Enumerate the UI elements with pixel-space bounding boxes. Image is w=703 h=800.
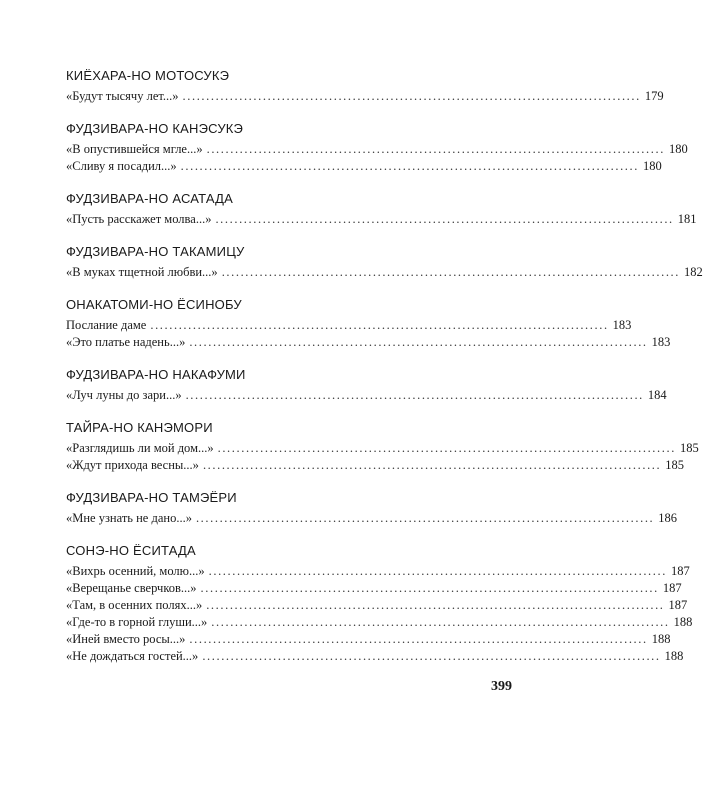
toc-section [66,119,688,175]
page-number: 180 [642,159,662,173]
page-number: 180 [668,142,688,156]
author-heading: ТАЙРА-НО КАНЭМОРИ [66,420,213,435]
poem-title: «В муках тщетной любви...» [66,265,218,279]
poem-title: «Разглядишь ли мой дом...» [66,441,214,455]
dot-leader: ................................................................................................. [189,335,648,349]
dot-leader: ................................................................................................. [202,458,662,472]
toc-entry [66,580,682,597]
author-heading: ФУДЗИВАРА-НО ТАКАМИЦУ [66,244,245,259]
dot-leader: ................................................................................................. [195,511,655,525]
poem-title: «Там, в осенних полях...» [66,598,203,612]
dot-leader: ................................................................................................. [206,142,665,156]
toc-entry [66,158,662,175]
toc-entry [66,614,693,631]
poem-title: «Это платье надень...» [66,335,186,349]
poem-title: «Где-то в горной глуши...» [66,615,208,629]
dot-leader: ................................................................................................. [215,212,674,226]
page-number: 183 [612,318,632,332]
toc-section [66,418,699,474]
dot-leader: ................................................................................................. [185,388,644,402]
poem-title: «Ждут прихода весны...» [66,458,199,472]
page-folio: 399 [491,679,512,694]
author-heading: ОНАКАТОМИ-НО ЁСИНОБУ [66,297,242,312]
dot-leader: ................................................................................................. [208,564,667,578]
poem-title: «Будут тысячу лет...» [66,89,179,103]
toc-section [66,488,678,527]
poem-title: «Иней вместо росы...» [66,632,186,646]
toc-entry [66,317,632,334]
author-heading: ФУДЗИВАРА-НО ТАМЭЁРИ [66,490,237,505]
toc-entry [66,387,667,404]
page-number: 184 [647,388,667,402]
page-number: 187 [668,598,688,612]
toc-entry [66,457,685,474]
page-number: 187 [670,564,690,578]
toc-section [66,295,671,351]
toc-entry [66,88,664,105]
toc-entry [66,334,671,351]
dot-leader: ................................................................................................. [189,632,648,646]
toc-section [66,189,697,228]
toc-entry [66,264,703,281]
poem-title: «В опустившейся мгле...» [66,142,203,156]
poem-title: «Сливу я посадил...» [66,159,177,173]
toc-entry [66,597,688,614]
poem-title: «Вихрь осенний, молю...» [66,564,205,578]
toc-section [66,365,667,404]
dot-leader: ................................................................................................. [180,159,639,173]
dot-leader: ................................................................................................. [221,265,681,279]
author-heading: КИЁХАРА-НО МОТОСУКЭ [66,68,230,83]
author-heading: СОНЭ-НО ЁСИТАДА [66,543,196,558]
page-number: 181 [677,212,697,226]
dot-leader: ................................................................................................. [202,649,661,663]
toc-section [66,541,693,665]
dot-leader: ................................................................................................. [200,581,659,595]
page-number: 185 [679,441,699,455]
toc-entry [66,141,688,158]
poem-title: «Верещанье сверчков...» [66,581,197,595]
toc-entry [66,648,684,665]
table-of-contents [66,66,703,679]
page-number: 186 [658,511,678,525]
page-number: 188 [664,649,684,663]
toc-section [66,66,664,105]
author-heading: ФУДЗИВАРА-НО АСАТАДА [66,191,234,206]
dot-leader: ................................................................................................. [150,318,609,332]
dot-leader: ................................................................................................. [182,89,641,103]
toc-section [66,242,703,281]
page-number: 182 [684,265,703,279]
toc-entry [66,211,697,228]
page-number: 185 [665,458,685,472]
page-number: 179 [644,89,664,103]
author-heading: ФУДЗИВАРА-НО КАНЭСУКЭ [66,121,244,136]
poem-title: «Мне узнать не дано...» [66,511,192,525]
toc-entry [66,440,699,457]
toc-entry [66,631,671,648]
poem-title: Послание даме [66,318,147,332]
author-heading: ФУДЗИВАРА-НО НАКАФУМИ [66,367,246,382]
page-number: 188 [651,632,671,646]
toc-entry [66,510,678,527]
page-number: 188 [673,615,693,629]
poem-title: «Пусть расскажет молва...» [66,212,212,226]
dot-leader: ................................................................................................. [206,598,665,612]
toc-entry [66,563,690,580]
dot-leader: ................................................................................................. [211,615,670,629]
page-number: 187 [662,581,682,595]
dot-leader: ................................................................................................. [217,441,676,455]
page-number: 183 [651,335,671,349]
poem-title: «Не дождаться гостей...» [66,649,199,663]
poem-title: «Луч луны до зари...» [66,388,182,402]
